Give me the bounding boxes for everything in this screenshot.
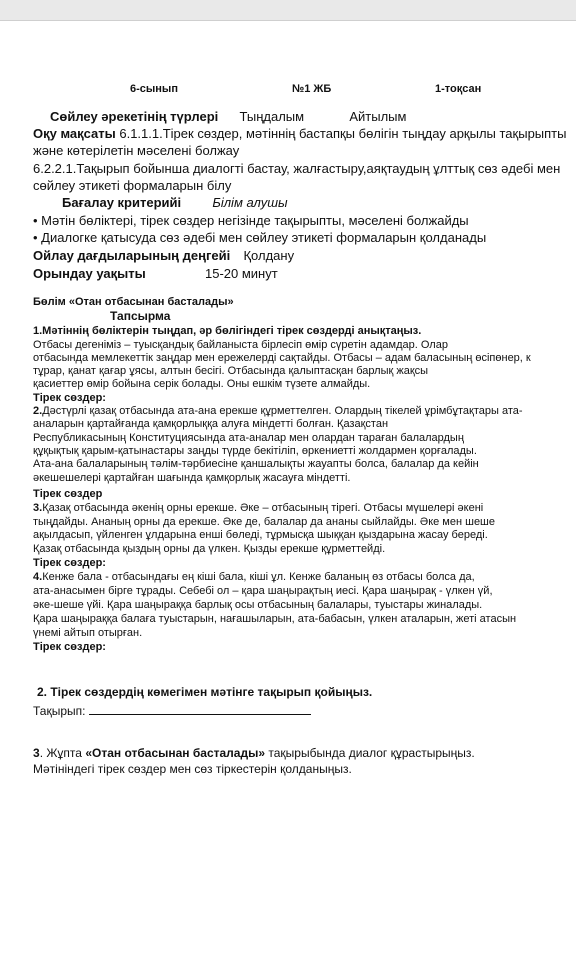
listening-value: Тыңдалым — [239, 109, 305, 124]
title-answer-line[interactable] — [89, 703, 311, 715]
title-field-label: Тақырып: — [33, 704, 86, 718]
criteria-sub: Білім алушы — [212, 195, 288, 210]
task1-p4-line: үнемі айтып отырған. — [33, 627, 143, 639]
keywords-label-4: Тірек сөздер: — [33, 641, 106, 653]
thinking-label: Ойлау дағдыларының деңгейі — [33, 248, 231, 263]
task1-p3-line: Қазақ отбасында қыздың орны да үлкен. Қызды ерекше құрметтейді. — [33, 543, 386, 555]
thinking-value: Қолдану — [243, 248, 295, 263]
criteria-bullet-2: • Диалогке қатысуда сөз әдебі мен сөйлеу этикеті формаларын қолданады — [33, 230, 487, 245]
criteria-label: Бағалау критерийі — [62, 195, 182, 210]
section-title: Бөлім «Отан отбасынан басталады» — [33, 296, 234, 308]
task1-p1-line: тұрар, қанат қағар ұясы, алтын бесігі. Отбасында қалыптасқан барлық жақсы — [33, 365, 429, 377]
task1-p2-line — [33, 405, 523, 417]
p2-text-1: Дәстүрлі қазақ отбасында ата-ана ерекше құрметтелген. Олардың тікелей ұрімбұтақтары ата- — [42, 405, 523, 417]
task1-p1-line: қасиеттер өмір бойына серік болады. Оны ешкім түзете алмайды. — [33, 378, 371, 390]
task3-theme: «Отан отбасынан басталады» — [85, 746, 266, 760]
top-scroll-bar — [0, 0, 576, 21]
speech-types-label: Сөйлеу әрекетінің түрлері — [50, 109, 219, 124]
goal-line-4: сөйлеу этикеті формаларын білу — [33, 178, 232, 193]
task1-p2-line: аналарын қартайғанда қамқорлыққа алуға міндетті болған. Қазақстан — [33, 418, 389, 430]
task1-p2-line: әкешешелері қартайған шағында қамқорлық жасауға міндетті. — [33, 472, 351, 484]
goal-text-1: 6.1.1.1.Тірек сөздер, мәтіннің бастапқы бөлігін тыңдау арқылы тақырыпты — [119, 126, 567, 141]
p4-text-1: Кенже бала - отбасындағы ең кіші бала, кіші ұл. Кенже баланың өз отбасы болса да, — [42, 571, 475, 583]
task3-line-1 — [33, 746, 475, 761]
task3-post: тақырыбында диалог құрастырыңыз. — [265, 746, 475, 760]
time-value: 15-20 минут — [205, 266, 278, 281]
task3-line-2: Мәтініндегі тірек сөздер мен сөз тіркестерін қолданыңыз. — [33, 762, 352, 776]
task1-p4-line: ата-анасымен бірге тұрады. Себебі ол – қара шаңырақтың иесі. Қара шаңырақ - үлкен үй, — [33, 585, 493, 597]
p3-number: 3. — [33, 502, 43, 514]
task1-p2-line: Республикасының Конституциясында ата-аналар мен олардан тараған балалардың — [33, 432, 464, 444]
p4-number: 4. — [33, 571, 43, 583]
time-row — [33, 265, 278, 282]
goal-line-2: және көтерілетін мәселені болжау — [33, 143, 240, 158]
p3-text-1: Қазақ отбасында әкенің орны ерекше. Әке – отбасының тірегі. Отбасы мүшелері әкені — [42, 502, 484, 514]
task1-p2-line: құқықтық қарым-қатынастары заңды түрде бекітіліп, өркениетті жолдармен қорғалады. — [33, 445, 477, 457]
goal-label: Оқу мақсаты — [33, 126, 116, 141]
time-label: Орындау уақыты — [33, 266, 146, 281]
speech-types-row — [50, 108, 406, 125]
speaking-value: Айтылым — [349, 109, 407, 124]
criteria-row — [62, 194, 288, 211]
grade-label: 6-сынып — [130, 83, 178, 95]
task3-number: 3 — [33, 746, 40, 760]
task1-p1-line: отбасында мемлекеттік заңдар мен ережелерді сақтайды. Отбасы – адам баласының өсіпөнер, к — [33, 352, 531, 364]
task1-p1-line: Отбасы дегеніміз – туысқандық байланыста бірлесіп өмір сүретін адамдар. Олар — [33, 339, 448, 351]
title-field-row — [33, 703, 311, 719]
task1-p4-line: әке-шеше үйі. Қара шаңыраққа барлық осы отбасының балалары, туыстары жиналады. — [33, 599, 483, 611]
task1-p3-line: ақылдасып, үйленген ұлдарына енші бөледі, тұрмысқа шыққан қыздарына жасау береді. — [33, 529, 488, 541]
task2-title: 2. Тірек сөздердің көмегімен мәтінге тақырып қойыңыз. — [37, 685, 373, 699]
task1-title: 1.Мәтіннің бөліктерін тыңдап, әр бөлігіндегі тірек сөздерді анықтаңыз. — [33, 325, 422, 337]
task1-p3-line — [33, 502, 483, 514]
criteria-bullet-1: • Мәтін бөліктері, тірек сөздер негізінде тақырыпты, мәселені болжайды — [33, 213, 469, 228]
keywords-label-2: Тірек сөздер — [33, 488, 103, 500]
p2-number: 2. — [33, 405, 43, 417]
quarter-label: 1-тоқсан — [435, 83, 482, 95]
goal-line-3: 6.2.2.1.Тақырып бойынша диалогті бастау, жалғастыру,аяқтаудың ұлттық сөз әдебі мен — [33, 161, 561, 176]
assessment-label: №1 ЖБ — [292, 83, 332, 95]
task1-p4-line — [33, 571, 475, 583]
task3-pre: . Жұпта — [39, 746, 86, 760]
task1-p2-line: Ата-ана балаларының тәлім-тәрбиесіне қаншалықты жауапты болса, балалар да кейін — [33, 458, 479, 470]
goal-line-1 — [33, 125, 566, 142]
keywords-label-3: Тірек сөздер: — [33, 557, 106, 569]
thinking-row — [33, 247, 294, 264]
tasks-heading: Тапсырма — [110, 309, 171, 323]
task1-p4-line: Қара шаңыраққа балаға туыстарын, нағашыларын, ата-бабасын, үлкен аталарын, жеті атасын — [33, 613, 517, 625]
keywords-label-1: Тірек сөздер: — [33, 392, 106, 404]
task1-p3-line: тыңдайды. Ананың орны да ерекше. Әке де, балалар да ананы сыйлайды. Әке мен шеше — [33, 516, 495, 528]
